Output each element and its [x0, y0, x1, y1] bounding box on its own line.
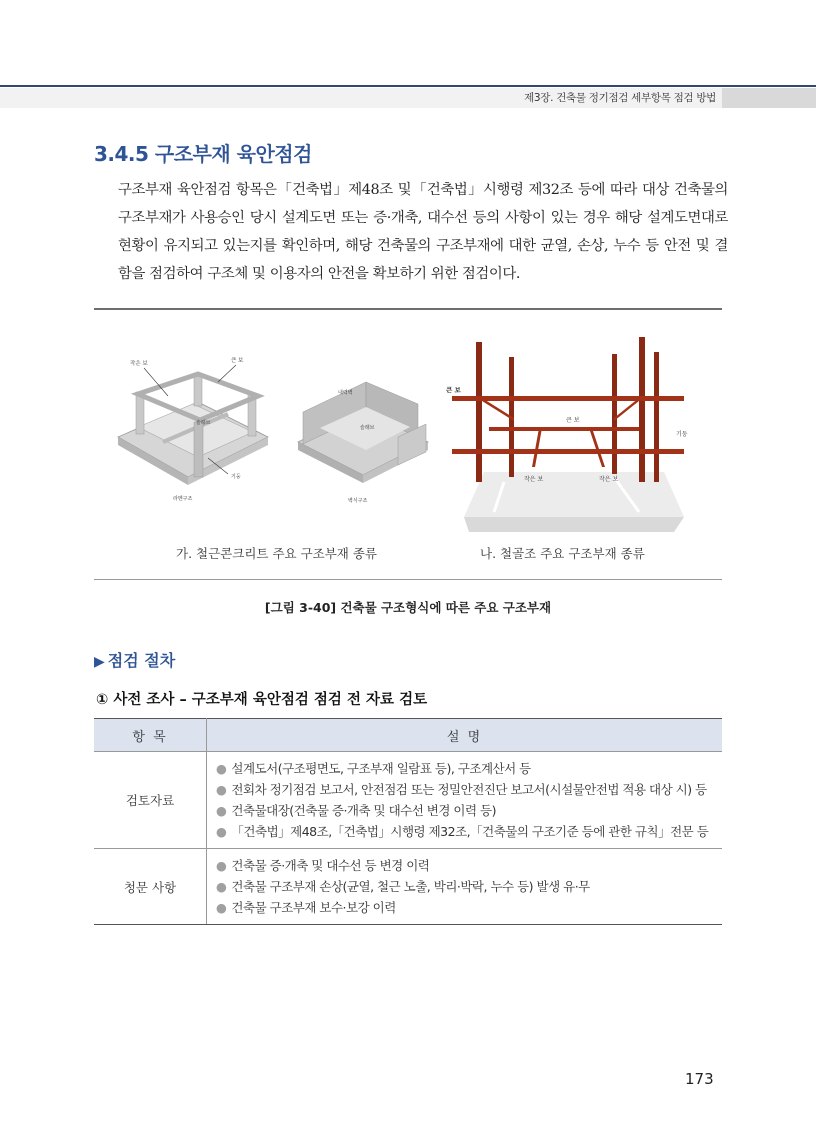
- header-rule: [0, 85, 816, 87]
- label-bearing-wall: 내력벽: [338, 390, 353, 396]
- chapter-tab: [722, 88, 816, 108]
- steel-frame-illustration: [444, 322, 694, 537]
- procedure-heading: [94, 648, 175, 671]
- step-heading: ① 사전 조사 – 구조부재 육안점검 점검 전 자료 검토: [96, 692, 428, 708]
- list-item: ● 건축물 구조부재 손상(균열, 철근 노출, 박리·박락, 누수 등) 발생 유·무: [216, 879, 590, 894]
- section-title: 3.4.5 구조부재 육안점검: [94, 142, 312, 166]
- row-item-label: 검토자료: [94, 752, 207, 849]
- figure-caption: [그림 3-40] 건축물 구조형식에 따른 주요 구조부재: [264, 600, 552, 615]
- label-small-beam-b: 작은 보: [599, 476, 619, 483]
- review-table: [94, 718, 722, 925]
- subcaption-rc: 가. 철근콘크리트 주요 구조부재 종류: [176, 546, 377, 561]
- label-wall-type: 벽식구조: [348, 498, 368, 504]
- list-item: ● 「건축법」제48조,「건축법」시행령 제32조,「건축물의 구조기준 등에 관한 규칙」전문 등: [216, 824, 709, 839]
- list-item: ● 설계도서(구조평면도, 구조부재 일람표 등), 구조계산서 등: [216, 761, 531, 776]
- label-column-steel: 기둥: [676, 431, 688, 438]
- rc-structure-illustration: [108, 352, 448, 522]
- label-large-beam-center: 큰 보: [566, 417, 580, 424]
- table-header-item: 항 목: [94, 719, 207, 752]
- label-small-beam-a: 작은 보: [524, 476, 544, 483]
- label-column: 기둥: [231, 474, 241, 480]
- bullet-icon: ●: [216, 858, 227, 873]
- bullet-icon: ●: [216, 824, 227, 839]
- figure-top-rule: [94, 308, 722, 310]
- label-small-beam: 작은 보: [130, 361, 148, 367]
- label-slab-2: 슬래브: [360, 425, 375, 431]
- table-row: [94, 752, 722, 849]
- label-slab: 슬래브: [196, 420, 211, 426]
- list-item: ● 건축물대장(건축물 증·개축 및 대수선 변경 이력 등): [216, 803, 496, 818]
- table-row: [94, 849, 722, 925]
- table-header-description: 설 명: [207, 719, 723, 752]
- bullet-icon: ●: [216, 879, 227, 894]
- bullet-icon: ●: [216, 782, 227, 797]
- list-item: ● 건축물 구조부재 보수·보강 이력: [216, 900, 396, 915]
- label-large-beam-steel: 큰 보: [446, 386, 461, 394]
- chapter-title: 제3장. 건축물 정기점검 세부항목 점검 방법: [524, 92, 716, 104]
- list-item: ● 전회차 정기점검 보고서, 안전점검 또는 정밀안전진단 보고서(시설물안전법 적용 대상 시) 등: [216, 782, 707, 797]
- intro-paragraph: 구조부재 육안점검 항목은「건축법」제48조 및「건축법」시행령 제32조 등에 따라 대상 건축물의 구조부재가 사용승인 당시 설계도면 또는 증·개축, 대수선 등의 사항이 있는 경우 해당 설계도면대로 현황이 유지되고 있는지를 확인하며, 해당 건축물의 구조부재에 대한 균열, 손상, 누수 등 안전 및 결함을 점검하여 구조체 및 이용자의 안전을 확보하기 위한 점검이다.: [118, 182, 728, 282]
- row-description: [207, 752, 723, 849]
- label-rahmen: 라멘구조: [173, 496, 193, 502]
- bullet-icon: ●: [216, 761, 227, 776]
- label-large-beam: 큰 보: [231, 358, 244, 364]
- triangle-bullet-icon: ▶: [94, 654, 105, 670]
- bullet-icon: ●: [216, 900, 227, 915]
- figure: [94, 312, 722, 577]
- list-item: ● 건축물 증·개축 및 대수선 등 변경 이력: [216, 858, 430, 873]
- row-item-label: 청문 사항: [94, 849, 207, 925]
- bullet-icon: ●: [216, 803, 227, 818]
- row-description: [207, 849, 723, 925]
- page-number: 173: [685, 1070, 714, 1088]
- subcaption-steel: 나. 철골조 주요 구조부재 종류: [480, 546, 645, 561]
- figure-bottom-rule: [94, 579, 722, 580]
- procedure-title: 점검 절차: [107, 651, 176, 670]
